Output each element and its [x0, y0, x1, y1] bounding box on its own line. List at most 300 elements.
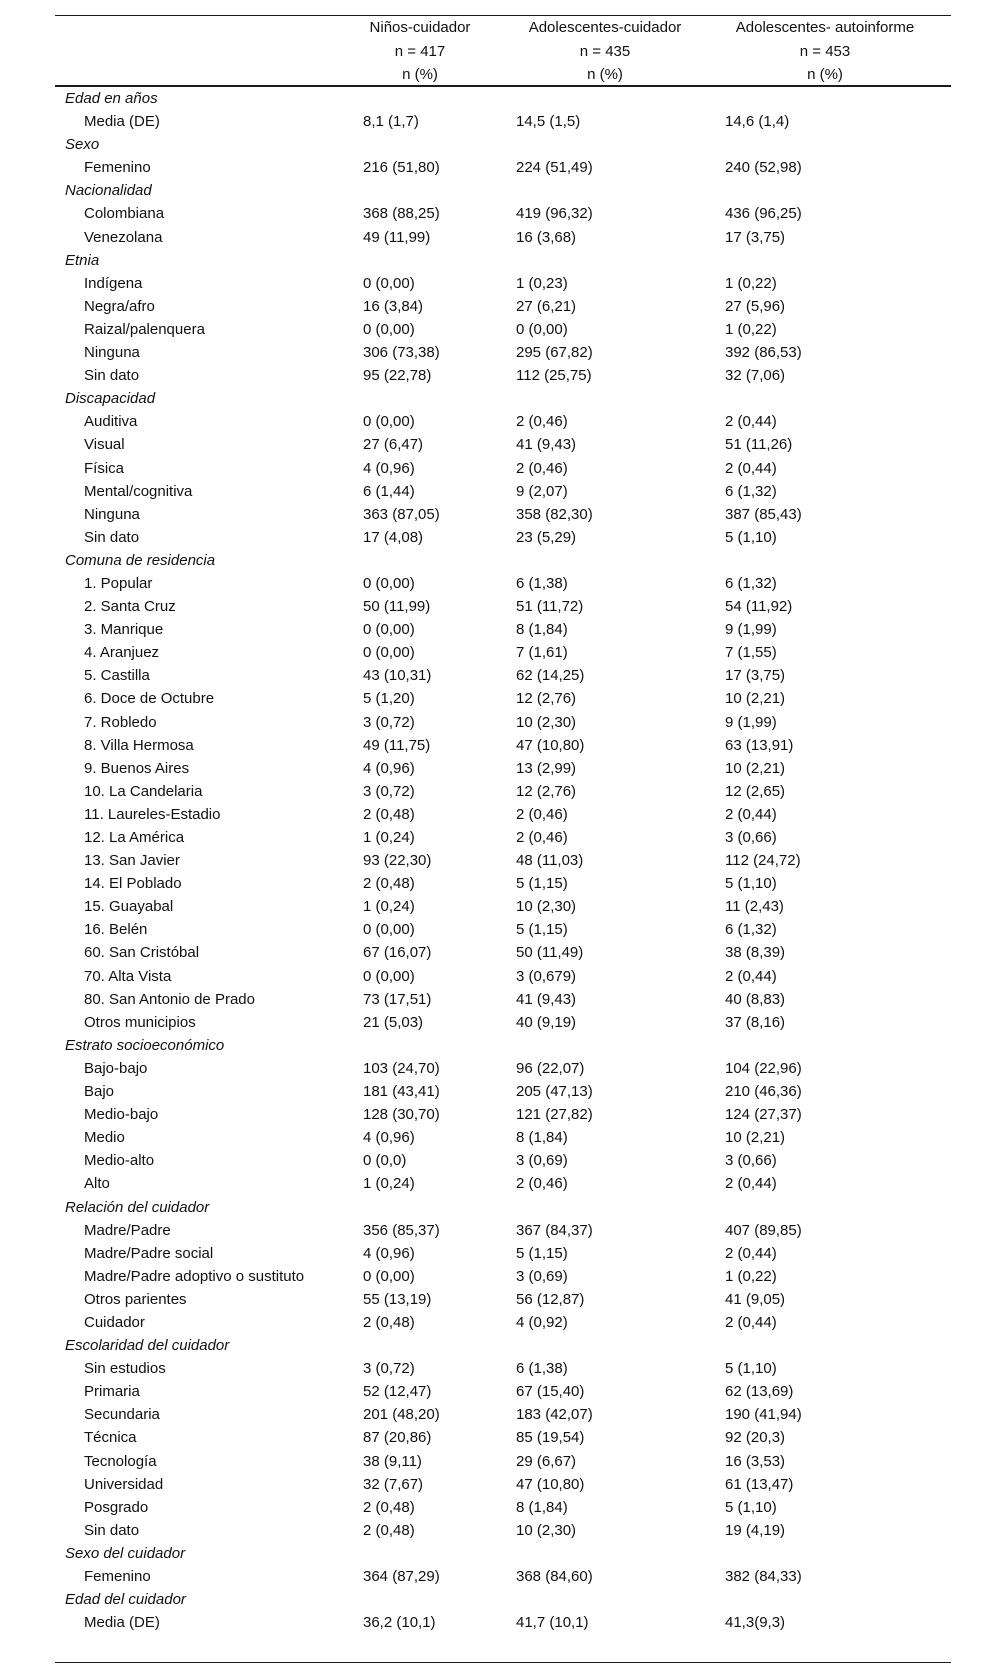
cell-ninos-cuidador: 0 (0,00)	[363, 274, 415, 292]
cell-ninos-cuidador: 43 (10,31)	[363, 667, 432, 685]
cell-adolescentes-autoinforme: 387 (85,43)	[725, 505, 802, 523]
cell-adolescentes-cuidador: 62 (14,25)	[516, 667, 585, 685]
cell-adolescentes-autoinforme: 10 (2,21)	[725, 1129, 786, 1147]
cell-ninos-cuidador: 6 (1,44)	[363, 482, 415, 500]
cell-adolescentes-cuidador: 9 (2,07)	[516, 482, 568, 500]
cell-adolescentes-cuidador: 50 (11,49)	[516, 944, 584, 962]
cell-adolescentes-autoinforme: 40 (8,83)	[725, 990, 786, 1008]
row-label: Negra/afro	[84, 297, 155, 315]
row-label: Medio-alto	[84, 1152, 155, 1170]
section-label: Nacionalidad	[65, 182, 152, 200]
cell-ninos-cuidador: 103 (24,70)	[363, 1059, 440, 1077]
cell-ninos-cuidador: 2 (0,48)	[363, 1313, 415, 1331]
cell-adolescentes-cuidador: 8 (1,84)	[516, 1498, 568, 1516]
table-row	[0, 1380, 1000, 1403]
cell-ninos-cuidador: 93 (22,30)	[363, 852, 432, 870]
cell-adolescentes-cuidador: 2 (0,46)	[516, 1175, 568, 1193]
cell-adolescentes-autoinforme: 7 (1,55)	[725, 644, 777, 662]
column-sample-size: n = 453	[799, 42, 851, 60]
table-row	[0, 1357, 1000, 1380]
section-label: Sexo	[65, 136, 100, 154]
cell-adolescentes-autoinforme: 12 (2,65)	[725, 782, 786, 800]
row-label: Sin estudios	[84, 1360, 166, 1378]
table-row	[0, 618, 1000, 641]
table-row	[0, 226, 1000, 249]
section-label: Discapacidad	[65, 390, 156, 408]
cell-ninos-cuidador: 27 (6,47)	[363, 436, 424, 454]
row-label: 1. Popular	[84, 574, 153, 592]
cell-adolescentes-cuidador: 41 (9,43)	[516, 990, 577, 1008]
cell-ninos-cuidador: 50 (11,99)	[363, 598, 431, 616]
table-row	[0, 410, 1000, 433]
row-label: 3. Manrique	[84, 621, 164, 639]
cell-adolescentes-autoinforme: 92 (20,3)	[725, 1429, 786, 1447]
table-row	[0, 664, 1000, 687]
section-label: Etnia	[65, 251, 100, 269]
row-label: 16. Belén	[84, 921, 148, 939]
row-label: Bajo-bajo	[84, 1059, 148, 1077]
row-label: Tecnología	[84, 1452, 157, 1470]
cell-adolescentes-autoinforme: 2 (0,44)	[725, 413, 777, 431]
table-row	[0, 156, 1000, 179]
cell-adolescentes-cuidador: 3 (0,69)	[516, 1152, 568, 1170]
table-row	[0, 364, 1000, 387]
cell-adolescentes-cuidador: 47 (10,80)	[516, 736, 585, 754]
table-row	[0, 849, 1000, 872]
table-row	[0, 780, 1000, 803]
cell-ninos-cuidador: 4 (0,96)	[363, 1244, 415, 1262]
section-header-row	[0, 1034, 1000, 1057]
row-label: 12. La América	[84, 829, 185, 846]
row-label: 10. La Candelaria	[84, 782, 203, 800]
cell-adolescentes-autoinforme: 51 (11,26)	[725, 436, 793, 454]
section-label: Escolaridad del cuidador	[65, 1337, 230, 1355]
row-label: Ninguna	[84, 505, 140, 523]
table-row	[0, 872, 1000, 895]
cell-adolescentes-autoinforme: 5 (1,10)	[725, 528, 777, 546]
row-label: Femenino	[84, 159, 151, 177]
cell-ninos-cuidador: 49 (11,99)	[363, 228, 431, 246]
cell-ninos-cuidador: 36,2 (10,1)	[363, 1614, 436, 1632]
table-row	[0, 803, 1000, 826]
cell-adolescentes-cuidador: 183 (42,07)	[516, 1406, 593, 1424]
cell-adolescentes-autoinforme: 3 (0,66)	[725, 1152, 777, 1170]
cell-adolescentes-cuidador: 121 (27,82)	[516, 1106, 593, 1124]
row-label: 7. Robledo	[84, 713, 157, 731]
row-label: 70. Alta Vista	[84, 967, 172, 985]
row-label: Madre/Padre	[84, 1221, 171, 1239]
cell-adolescentes-autoinforme: 11 (2,43)	[725, 898, 784, 916]
row-label: 4. Aranjuez	[84, 644, 160, 662]
row-label: Técnica	[84, 1429, 137, 1447]
row-label: Raizal/palenquera	[84, 320, 205, 338]
row-label: Primaria	[84, 1383, 140, 1401]
table-row	[0, 1149, 1000, 1172]
row-label: Media (DE)	[84, 1614, 160, 1632]
cell-ninos-cuidador: 0 (0,00)	[363, 1267, 415, 1285]
section-header-row	[0, 1334, 1000, 1357]
table-row	[0, 826, 1000, 849]
column-unit: n (%)	[402, 66, 438, 83]
cell-ninos-cuidador: 4 (0,96)	[363, 1129, 415, 1147]
table-row	[0, 595, 1000, 618]
cell-adolescentes-cuidador: 368 (84,60)	[516, 1568, 593, 1585]
cell-ninos-cuidador: 67 (16,07)	[363, 944, 432, 962]
row-label: Bajo	[84, 1083, 115, 1101]
cell-adolescentes-autoinforme: 10 (2,21)	[725, 759, 786, 777]
table-row	[0, 1426, 1000, 1449]
table-row	[0, 503, 1000, 526]
cell-ninos-cuidador: 8,1 (1,7)	[363, 113, 419, 131]
cell-adolescentes-autoinforme: 2 (0,44)	[725, 967, 777, 985]
cell-ninos-cuidador: 1 (0,24)	[363, 1175, 415, 1193]
table-row	[0, 295, 1000, 318]
cell-ninos-cuidador: 16 (3,84)	[363, 297, 424, 315]
cell-ninos-cuidador: 0 (0,00)	[363, 320, 415, 338]
table-row	[0, 734, 1000, 757]
cell-adolescentes-autoinforme: 1 (0,22)	[725, 1267, 777, 1285]
table-row	[0, 1126, 1000, 1149]
column-title: Adolescentes-cuidador	[528, 19, 682, 36]
cell-adolescentes-autoinforme: 436 (96,25)	[725, 205, 802, 223]
cell-adolescentes-autoinforme: 54 (11,92)	[725, 598, 793, 616]
cell-ninos-cuidador: 32 (7,67)	[363, 1475, 424, 1493]
cell-adolescentes-autoinforme: 61 (13,47)	[725, 1475, 794, 1493]
table-row	[0, 1403, 1000, 1426]
table-row	[0, 641, 1000, 664]
section-header-row	[0, 1542, 1000, 1565]
section-header-row	[0, 387, 1000, 410]
cell-adolescentes-autoinforme: 6 (1,32)	[725, 574, 777, 592]
cell-ninos-cuidador: 128 (30,70)	[363, 1106, 440, 1124]
cell-ninos-cuidador: 2 (0,48)	[363, 1498, 415, 1516]
cell-adolescentes-autoinforme: 124 (27,37)	[725, 1106, 802, 1124]
cell-adolescentes-autoinforme: 6 (1,32)	[725, 921, 777, 939]
cell-adolescentes-autoinforme: 240 (52,98)	[725, 159, 802, 177]
cell-adolescentes-cuidador: 358 (82,30)	[516, 505, 593, 523]
table-row	[0, 1519, 1000, 1542]
cell-adolescentes-cuidador: 4 (0,92)	[516, 1313, 568, 1331]
cell-ninos-cuidador: 3 (0,72)	[363, 713, 415, 731]
cell-adolescentes-cuidador: 224 (51,49)	[516, 159, 593, 177]
table-row	[0, 1265, 1000, 1288]
cell-ninos-cuidador: 0 (0,00)	[363, 413, 415, 431]
cell-ninos-cuidador: 306 (73,38)	[363, 344, 440, 362]
cell-adolescentes-autoinforme: 5 (1,10)	[725, 1360, 777, 1378]
cell-adolescentes-cuidador: 16 (3,68)	[516, 228, 577, 246]
row-label: Sin dato	[84, 528, 140, 546]
cell-adolescentes-cuidador: 205 (47,13)	[516, 1083, 593, 1101]
cell-adolescentes-cuidador: 7 (1,61)	[516, 644, 568, 662]
cell-adolescentes-autoinforme: 392 (86,53)	[725, 344, 802, 362]
row-label: Mental/cognitiva	[84, 482, 193, 500]
table-row	[0, 965, 1000, 988]
row-label: Universidad	[84, 1475, 164, 1493]
cell-ninos-cuidador: 0 (0,00)	[363, 644, 415, 662]
cell-adolescentes-cuidador: 10 (2,30)	[516, 713, 577, 731]
cell-adolescentes-cuidador: 48 (11,03)	[516, 852, 584, 870]
cell-adolescentes-autoinforme: 407 (89,85)	[725, 1221, 802, 1239]
cell-adolescentes-cuidador: 12 (2,76)	[516, 782, 577, 800]
cell-adolescentes-cuidador: 51 (11,72)	[516, 598, 584, 616]
cell-adolescentes-autoinforme: 1 (0,22)	[725, 320, 777, 338]
cell-adolescentes-cuidador: 1 (0,23)	[516, 274, 568, 292]
column-unit: n (%)	[587, 66, 623, 83]
cell-adolescentes-autoinforme: 63 (13,91)	[725, 736, 794, 754]
cell-adolescentes-autoinforme: 14,6 (1,4)	[725, 113, 790, 131]
row-label: 6. Doce de Octubre	[84, 690, 215, 708]
cell-adolescentes-autoinforme: 112 (24,72)	[725, 852, 801, 870]
row-label: 80. San Antonio de Prado	[84, 990, 255, 1008]
cell-adolescentes-autoinforme: 5 (1,10)	[725, 1498, 777, 1516]
column-title: Niños-cuidador	[369, 19, 471, 36]
cell-ninos-cuidador: 363 (87,05)	[363, 505, 440, 523]
table-row	[0, 480, 1000, 503]
cell-ninos-cuidador: 3 (0,72)	[363, 782, 415, 800]
table-row	[0, 1565, 1000, 1588]
row-label: 15. Guayabal	[84, 898, 174, 916]
table-row	[0, 711, 1000, 734]
cell-adolescentes-cuidador: 295 (67,82)	[516, 344, 593, 362]
cell-adolescentes-autoinforme: 41 (9,05)	[725, 1290, 786, 1308]
column-sample-size: n = 435	[579, 42, 631, 60]
cell-adolescentes-autoinforme: 5 (1,10)	[725, 875, 777, 893]
cell-ninos-cuidador: 4 (0,96)	[363, 759, 415, 777]
cell-ninos-cuidador: 52 (12,47)	[363, 1383, 432, 1401]
cell-adolescentes-autoinforme: 27 (5,96)	[725, 297, 786, 315]
cell-ninos-cuidador: 49 (11,75)	[363, 736, 431, 754]
cell-adolescentes-autoinforme: 2 (0,44)	[725, 1175, 777, 1193]
row-label: Secundaria	[84, 1406, 160, 1424]
cell-ninos-cuidador: 2 (0,48)	[363, 805, 415, 823]
cell-adolescentes-autoinforme: 16 (3,53)	[725, 1452, 786, 1470]
column-header-adolescentes-autoinforme	[710, 16, 940, 87]
cell-adolescentes-autoinforme: 17 (3,75)	[725, 228, 786, 246]
cell-adolescentes-autoinforme: 6 (1,32)	[725, 482, 777, 500]
section-header-row	[0, 549, 1000, 572]
cell-ninos-cuidador: 201 (48,20)	[363, 1406, 440, 1424]
cell-adolescentes-autoinforme: 2 (0,44)	[725, 1244, 777, 1262]
table-row	[0, 1057, 1000, 1080]
cell-adolescentes-autoinforme: 190 (41,94)	[725, 1406, 802, 1424]
table-row	[0, 1473, 1000, 1496]
cell-adolescentes-cuidador: 41,7 (10,1)	[516, 1614, 589, 1632]
cell-adolescentes-cuidador: 2 (0,46)	[516, 459, 568, 477]
cell-adolescentes-autoinforme: 210 (46,36)	[725, 1083, 802, 1101]
cell-adolescentes-autoinforme: 62 (13,69)	[725, 1383, 794, 1401]
table-row	[0, 272, 1000, 295]
cell-adolescentes-cuidador: 5 (1,15)	[516, 875, 568, 893]
cell-adolescentes-autoinforme: 2 (0,44)	[725, 1313, 777, 1331]
cell-adolescentes-autoinforme: 9 (1,99)	[725, 621, 777, 639]
cell-adolescentes-cuidador: 41 (9,43)	[516, 436, 577, 454]
cell-ninos-cuidador: 73 (17,51)	[363, 990, 432, 1008]
cell-adolescentes-autoinforme: 17 (3,75)	[725, 667, 786, 685]
cell-ninos-cuidador: 5 (1,20)	[363, 690, 415, 708]
table-row	[0, 895, 1000, 918]
cell-adolescentes-autoinforme: 382 (84,33)	[725, 1568, 802, 1585]
row-label: Sin dato	[84, 367, 140, 385]
column-header-adolescentes-cuidador	[505, 16, 705, 87]
table-row	[0, 1103, 1000, 1126]
cell-adolescentes-cuidador: 29 (6,67)	[516, 1452, 577, 1470]
table-row	[0, 918, 1000, 941]
table-row	[0, 202, 1000, 225]
cell-ninos-cuidador: 2 (0,48)	[363, 875, 415, 893]
section-label: Relación del cuidador	[65, 1198, 210, 1216]
column-title: Adolescentes- autoinforme	[735, 19, 915, 36]
cell-ninos-cuidador: 21 (5,03)	[363, 1013, 424, 1031]
row-label: 11. Laureles-Estadio	[84, 805, 221, 823]
table-row	[0, 433, 1000, 456]
cell-adolescentes-cuidador: 6 (1,38)	[516, 574, 568, 592]
row-label: 2. Santa Cruz	[84, 598, 176, 616]
cell-adolescentes-cuidador: 367 (84,37)	[516, 1221, 593, 1239]
cell-adolescentes-cuidador: 13 (2,99)	[516, 759, 577, 777]
cell-ninos-cuidador: 0 (0,0)	[363, 1152, 407, 1170]
table-row	[0, 341, 1000, 364]
row-label: Indígena	[84, 274, 143, 292]
cell-adolescentes-cuidador: 0 (0,00)	[516, 320, 568, 338]
row-label: 60. San Cristóbal	[84, 944, 200, 962]
cell-adolescentes-cuidador: 5 (1,15)	[516, 1244, 568, 1262]
cell-adolescentes-cuidador: 47 (10,80)	[516, 1475, 585, 1493]
row-label: Sin dato	[84, 1521, 140, 1539]
row-label: Venezolana	[84, 228, 163, 246]
table-row	[0, 318, 1000, 341]
cell-ninos-cuidador: 216 (51,80)	[363, 159, 440, 177]
section-label: Edad del cuidador	[65, 1591, 186, 1609]
table-body	[0, 87, 1000, 1634]
cell-adolescentes-cuidador: 67 (15,40)	[516, 1383, 585, 1401]
row-label: Madre/Padre adoptivo o sustituto	[84, 1267, 305, 1285]
row-label: Madre/Padre social	[84, 1244, 214, 1262]
cell-adolescentes-cuidador: 23 (5,29)	[516, 528, 577, 546]
table-bottom-rule	[55, 1662, 951, 1663]
table-row	[0, 1611, 1000, 1634]
cell-adolescentes-autoinforme: 32 (7,06)	[725, 367, 786, 385]
cell-adolescentes-autoinforme: 9 (1,99)	[725, 713, 777, 731]
column-unit: n (%)	[807, 66, 843, 83]
table-row	[0, 1219, 1000, 1242]
section-header-row	[0, 1196, 1000, 1219]
table-row	[0, 1450, 1000, 1473]
cell-adolescentes-autoinforme: 3 (0,66)	[725, 829, 777, 846]
row-label: 5. Castilla	[84, 667, 150, 685]
cell-adolescentes-autoinforme: 19 (4,19)	[725, 1521, 786, 1539]
table-row	[0, 757, 1000, 780]
section-label: Comuna de residencia	[65, 551, 216, 569]
cell-adolescentes-cuidador: 85 (19,54)	[516, 1429, 585, 1447]
table-row	[0, 988, 1000, 1011]
cell-adolescentes-cuidador: 2 (0,46)	[516, 413, 568, 431]
cell-adolescentes-cuidador: 14,5 (1,5)	[516, 113, 581, 131]
row-label: 14. El Poblado	[84, 875, 182, 893]
cell-adolescentes-cuidador: 8 (1,84)	[516, 1129, 568, 1147]
cell-adolescentes-autoinforme: 1 (0,22)	[725, 274, 777, 292]
row-label: Otros municipios	[84, 1013, 196, 1031]
section-header-row	[0, 249, 1000, 272]
row-label: Media (DE)	[84, 113, 160, 131]
table-row	[0, 110, 1000, 133]
table-row	[0, 1011, 1000, 1034]
cell-adolescentes-cuidador: 419 (96,32)	[516, 205, 593, 223]
cell-ninos-cuidador: 4 (0,96)	[363, 459, 415, 477]
cell-ninos-cuidador: 364 (87,29)	[363, 1568, 440, 1585]
row-label: Física	[84, 459, 125, 477]
cell-adolescentes-autoinforme: 2 (0,44)	[725, 459, 777, 477]
section-label: Edad en años	[65, 90, 158, 107]
cell-ninos-cuidador: 2 (0,48)	[363, 1521, 415, 1539]
cell-adolescentes-cuidador: 12 (2,76)	[516, 690, 577, 708]
cell-adolescentes-cuidador: 3 (0,679)	[516, 967, 577, 985]
table-row	[0, 1496, 1000, 1519]
section-header-row	[0, 179, 1000, 202]
row-label: 8. Villa Hermosa	[84, 736, 194, 754]
cell-ninos-cuidador: 1 (0,24)	[363, 829, 415, 846]
cell-ninos-cuidador: 0 (0,00)	[363, 621, 415, 639]
table-row	[0, 1288, 1000, 1311]
table-row	[0, 941, 1000, 964]
row-label: Medio-bajo	[84, 1106, 159, 1124]
cell-adolescentes-cuidador: 40 (9,19)	[516, 1013, 577, 1031]
table-row	[0, 1172, 1000, 1195]
cell-adolescentes-cuidador: 96 (22,07)	[516, 1059, 585, 1077]
cell-adolescentes-cuidador: 2 (0,46)	[516, 805, 568, 823]
table-row	[0, 457, 1000, 480]
row-label: Auditiva	[84, 413, 138, 431]
row-label: Alto	[84, 1175, 110, 1193]
row-label: Ninguna	[84, 344, 140, 362]
table-row	[0, 1242, 1000, 1265]
section-header-row	[0, 87, 1000, 110]
table-row	[0, 526, 1000, 549]
cell-ninos-cuidador: 38 (9,11)	[363, 1452, 422, 1470]
cell-ninos-cuidador: 0 (0,00)	[363, 921, 415, 939]
cell-ninos-cuidador: 17 (4,08)	[363, 528, 424, 546]
row-label: 9. Buenos Aires	[84, 759, 190, 777]
cell-adolescentes-autoinforme: 104 (22,96)	[725, 1059, 802, 1077]
cell-ninos-cuidador: 368 (88,25)	[363, 205, 440, 223]
cell-adolescentes-autoinforme: 41,3(9,3)	[725, 1614, 786, 1632]
cell-ninos-cuidador: 0 (0,00)	[363, 967, 415, 985]
cell-adolescentes-cuidador: 3 (0,69)	[516, 1267, 568, 1285]
row-label: Visual	[84, 436, 125, 454]
cell-ninos-cuidador: 87 (20,86)	[363, 1429, 432, 1447]
cell-adolescentes-cuidador: 10 (2,30)	[516, 898, 577, 916]
cell-adolescentes-autoinforme: 37 (8,16)	[725, 1013, 786, 1031]
section-header-row	[0, 1588, 1000, 1611]
row-label: Cuidador	[84, 1313, 145, 1331]
cell-adolescentes-cuidador: 112 (25,75)	[516, 367, 592, 385]
row-label: Medio	[84, 1129, 125, 1147]
cell-adolescentes-cuidador: 27 (6,21)	[516, 297, 577, 315]
table-row	[0, 1080, 1000, 1103]
row-label: 13. San Javier	[84, 852, 180, 870]
cell-adolescentes-cuidador: 6 (1,38)	[516, 1360, 568, 1378]
column-header-ninos-cuidador	[340, 16, 500, 87]
cell-ninos-cuidador: 181 (43,41)	[363, 1083, 440, 1101]
table-row	[0, 687, 1000, 710]
table-row	[0, 1311, 1000, 1334]
cell-ninos-cuidador: 356 (85,37)	[363, 1221, 440, 1239]
cell-adolescentes-cuidador: 56 (12,87)	[516, 1290, 585, 1308]
cell-adolescentes-cuidador: 10 (2,30)	[516, 1521, 577, 1539]
cell-adolescentes-autoinforme: 10 (2,21)	[725, 690, 786, 708]
cell-ninos-cuidador: 3 (0,72)	[363, 1360, 415, 1378]
cell-adolescentes-cuidador: 2 (0,46)	[516, 829, 568, 846]
cell-adolescentes-autoinforme: 38 (8,39)	[725, 944, 786, 962]
